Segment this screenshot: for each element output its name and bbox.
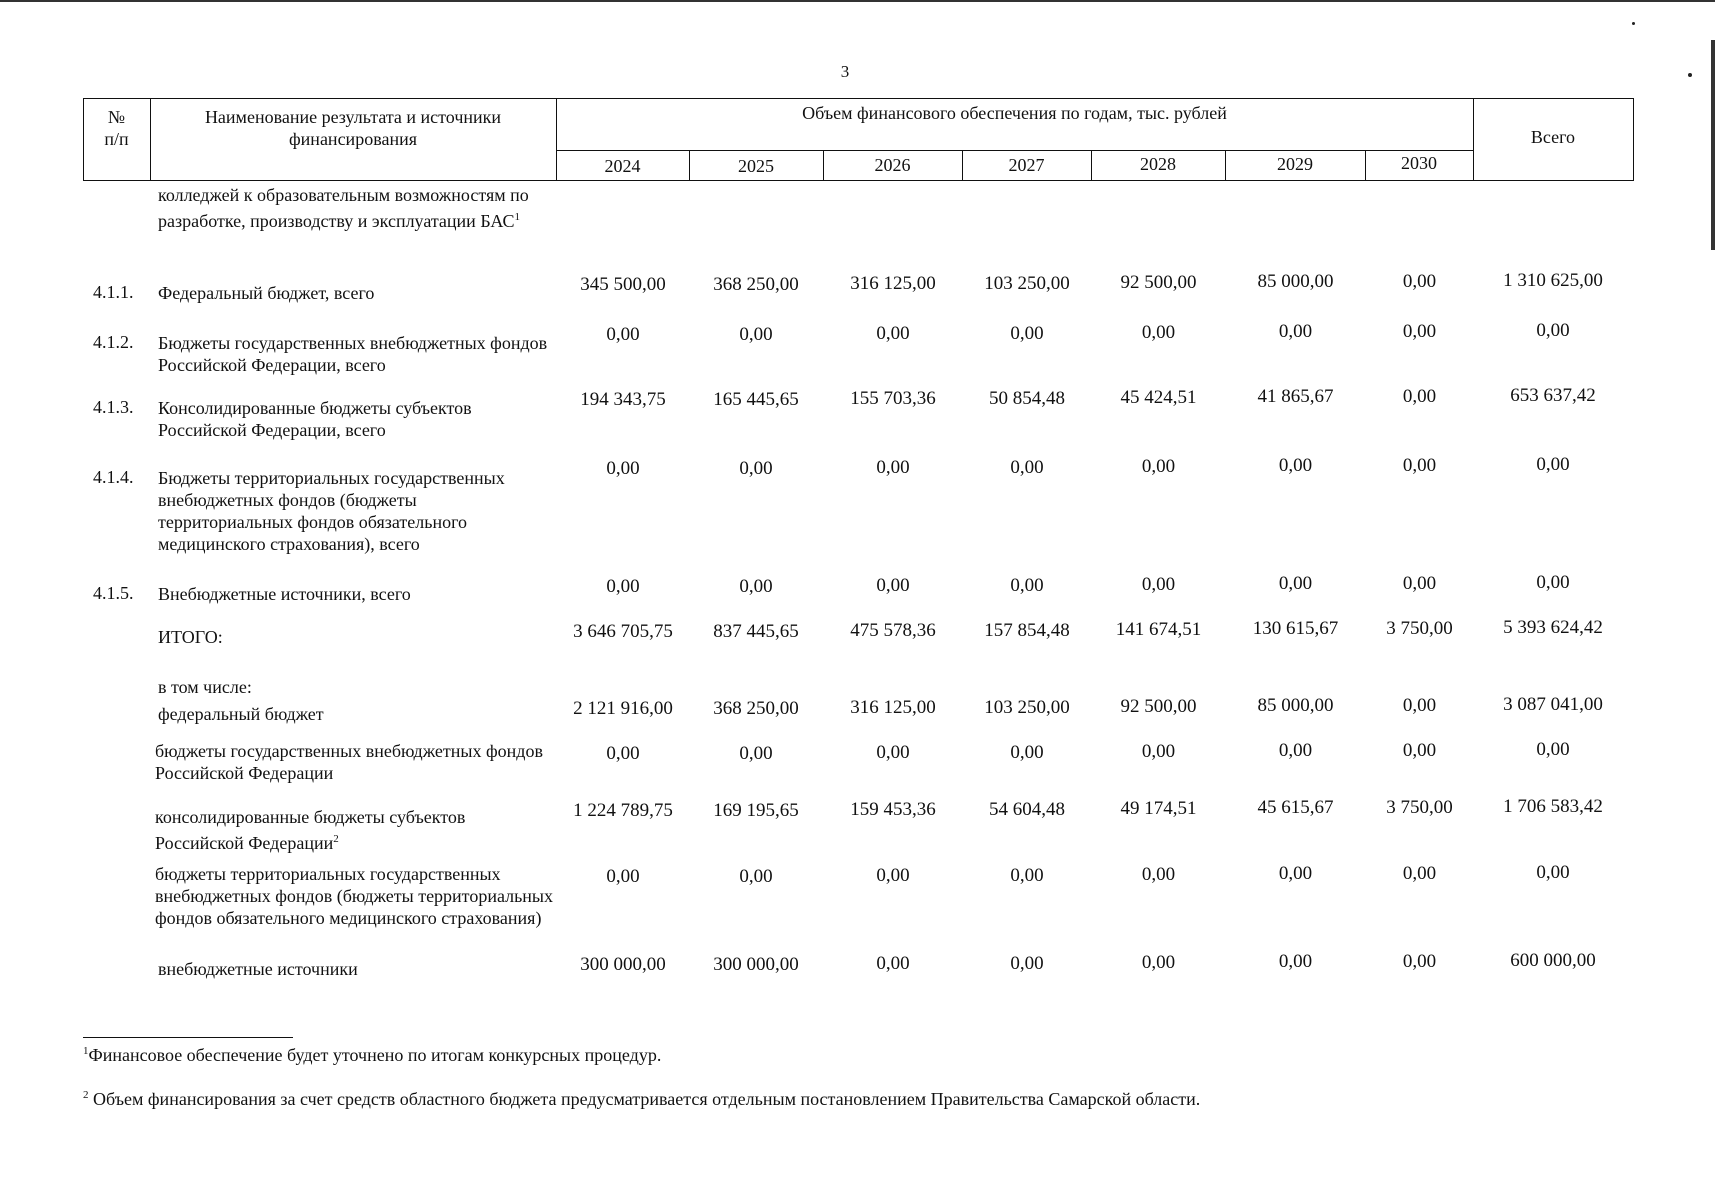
row-name: консолидированные бюджеты субъектов Российской Федерации$^2$ [155, 807, 466, 853]
value-cell: 0,00 [606, 743, 640, 764]
row-name: Бюджеты государственных внебюджетных фондов Российской Федерации, всего [158, 333, 548, 375]
value-cell: 368 250,00 [713, 698, 799, 719]
value-cell: 45 615,67 [1257, 797, 1334, 818]
row-name: внебюджетные источники [158, 959, 358, 979]
value-cell: 0,00 [606, 324, 640, 345]
value-cell: 92 500,00 [1120, 272, 1197, 293]
col-total-header: Всего [1530, 127, 1576, 147]
value-cell: 0,00 [1402, 951, 1437, 972]
scan-speck [1688, 73, 1692, 77]
value-cell: 0,00 [739, 743, 773, 764]
value-cell: 0,00 [1536, 320, 1570, 341]
value-cell: 0,00 [1536, 739, 1570, 760]
row-number: 4.1.1. [93, 282, 134, 302]
value-cell: 0,00 [1141, 864, 1176, 885]
value-cell: 0,00 [739, 324, 773, 345]
value-cell: 653 637,42 [1510, 385, 1596, 406]
value-cell: 3 646 705,75 [573, 621, 673, 642]
value-cell: 0,00 [1278, 740, 1313, 761]
value-cell: 300 000,00 [580, 954, 666, 975]
value-cell: 475 578,36 [850, 620, 936, 641]
including-label: в том числе: [158, 677, 252, 697]
value-cell: 49 174,51 [1120, 798, 1197, 819]
value-cell: 837 445,65 [713, 621, 799, 642]
value-cell: 0,00 [1536, 862, 1570, 883]
value-cell: 316 125,00 [850, 273, 936, 294]
year-header: 2029 [1277, 154, 1313, 174]
value-cell: 3 750,00 [1386, 797, 1453, 818]
row-number: 4.1.2. [93, 332, 134, 352]
row-number: 4.1.5. [93, 583, 134, 603]
page-number: 3 [840, 62, 850, 81]
continuation-text: колледжей к образовательным возможностям по разработке, производству и эксплуатации БАС$^1$ [158, 185, 529, 231]
top-border [0, 0, 1715, 2]
value-cell: 0,00 [876, 457, 910, 478]
value-cell: 41 865,67 [1257, 386, 1334, 407]
value-cell: 0,00 [1278, 863, 1313, 884]
value-cell: 103 250,00 [984, 273, 1070, 294]
value-cell: 5 393 624,42 [1503, 617, 1603, 638]
footnote-1: $^1$Финансовое обеспечение будет уточнено по итогам конкурсных процедур. [83, 1045, 662, 1065]
value-cell: 300 000,00 [713, 954, 799, 975]
value-cell: 3 087 041,00 [1503, 694, 1603, 715]
value-cell: 2 121 916,00 [573, 698, 673, 719]
value-cell: 0,00 [1278, 455, 1313, 476]
value-cell: 0,00 [739, 458, 773, 479]
value-cell: 0,00 [1141, 741, 1176, 762]
value-cell: 0,00 [1278, 951, 1313, 972]
value-cell: 141 674,51 [1115, 619, 1202, 640]
year-header: 2028 [1140, 154, 1176, 174]
value-cell: 92 500,00 [1120, 696, 1197, 717]
value-cell: 85 000,00 [1257, 271, 1334, 292]
total-label: ИТОГО: [158, 627, 223, 647]
value-cell: 0,00 [1010, 953, 1044, 974]
value-cell: 0,00 [1010, 575, 1044, 596]
value-cell: 0,00 [1402, 321, 1437, 342]
footnote-2: $^2$ Объем финансирования за счет средств областного бюджета предусматривается отдельным постановлением Правительства Самарской области. [83, 1089, 1201, 1109]
value-cell: 316 125,00 [850, 697, 936, 718]
value-cell: 368 250,00 [713, 274, 799, 295]
row-name: Федеральный бюджет, всего [158, 283, 375, 303]
value-cell: 0,00 [876, 742, 910, 763]
value-cell: 1 224 789,75 [573, 800, 673, 821]
row-name: Консолидированные бюджеты субъектов Российской Федерации, всего [158, 398, 472, 440]
value-cell: 159 453,36 [850, 799, 936, 820]
row-name: Бюджеты территориальных государственных внебюджетных фондов (бюджеты территориальных фондов обязательного медицинского страхования), всего [158, 468, 505, 554]
value-cell: 0,00 [1402, 740, 1437, 761]
value-cell: 103 250,00 [984, 697, 1070, 718]
value-cell: 0,00 [1141, 456, 1176, 477]
footnote-separator [83, 1037, 293, 1038]
row-name: Внебюджетные источники, всего [158, 584, 411, 604]
row-number: 4.1.4. [93, 467, 134, 487]
col-name-header: Наименование результата и источники финансирования [204, 107, 502, 149]
value-cell: 1 310 625,00 [1503, 270, 1603, 291]
year-header: 2027 [1008, 155, 1045, 175]
value-cell: 0,00 [1010, 865, 1044, 886]
value-cell: 0,00 [876, 953, 910, 974]
value-cell: 45 424,51 [1120, 387, 1197, 408]
value-cell: 0,00 [739, 576, 773, 597]
value-cell: 600 000,00 [1510, 950, 1596, 971]
year-header: 2025 [738, 156, 774, 176]
value-cell: 0,00 [606, 458, 640, 479]
value-cell: 345 500,00 [580, 274, 666, 295]
value-cell: 0,00 [876, 865, 910, 886]
value-cell: 0,00 [1402, 695, 1437, 716]
value-cell: 0,00 [1402, 271, 1437, 292]
value-cell: 0,00 [739, 866, 773, 887]
value-cell: 0,00 [1402, 386, 1437, 407]
value-cell: 3 750,00 [1386, 618, 1453, 639]
scan-speck [1632, 22, 1635, 25]
col-group-header: Объем финансового обеспечения по годам, тыс. рублей [802, 103, 1227, 123]
footnote-ref: 1 [514, 211, 521, 223]
value-cell: 1 706 583,42 [1503, 796, 1603, 817]
value-cell: 0,00 [1278, 321, 1313, 342]
value-cell: 0,00 [1536, 572, 1570, 593]
value-cell: 0,00 [1141, 574, 1176, 595]
value-cell: 85 000,00 [1257, 695, 1334, 716]
year-header: 2030 [1401, 153, 1437, 173]
value-cell: 165 445,65 [713, 389, 799, 410]
table-header [83, 98, 1633, 180]
value-cell: 0,00 [1536, 454, 1570, 475]
value-cell: 0,00 [1010, 742, 1044, 763]
value-cell: 169 195,65 [713, 800, 799, 821]
footnote-ref: 2 [333, 833, 339, 845]
scan-edge [1711, 40, 1715, 250]
value-cell: 155 703,36 [850, 388, 936, 409]
col-num-header: № п/п [104, 107, 129, 149]
year-header: 2024 [604, 156, 641, 176]
value-cell: 0,00 [876, 575, 910, 596]
value-cell: 157 854,48 [984, 620, 1070, 641]
value-cell: 0,00 [1402, 455, 1437, 476]
value-cell: 0,00 [1141, 322, 1176, 343]
row-number: 4.1.3. [93, 397, 134, 417]
value-cell: 130 615,67 [1252, 618, 1339, 639]
row-name: федеральный бюджет [158, 704, 324, 724]
value-cell: 0,00 [1010, 457, 1044, 478]
row-name: бюджеты территориальных государственных внебюджетных фондов (бюджеты территориальных фондов обязательного медицинского страхования) [155, 864, 554, 928]
value-cell: 0,00 [1278, 573, 1313, 594]
value-cell: 0,00 [606, 576, 640, 597]
value-cell: 194 343,75 [580, 389, 666, 410]
row-name: бюджеты государственных внебюджетных фондов Российской Федерации [155, 741, 543, 783]
value-cell: 0,00 [606, 866, 640, 887]
value-cell: 0,00 [1141, 952, 1176, 973]
value-cell: 50 854,48 [989, 388, 1065, 409]
value-cell: 0,00 [1010, 323, 1044, 344]
year-header: 2026 [874, 155, 911, 175]
value-cell: 0,00 [876, 323, 910, 344]
value-cell: 54 604,48 [989, 799, 1065, 820]
value-cell: 0,00 [1402, 863, 1437, 884]
value-cell: 0,00 [1402, 573, 1437, 594]
